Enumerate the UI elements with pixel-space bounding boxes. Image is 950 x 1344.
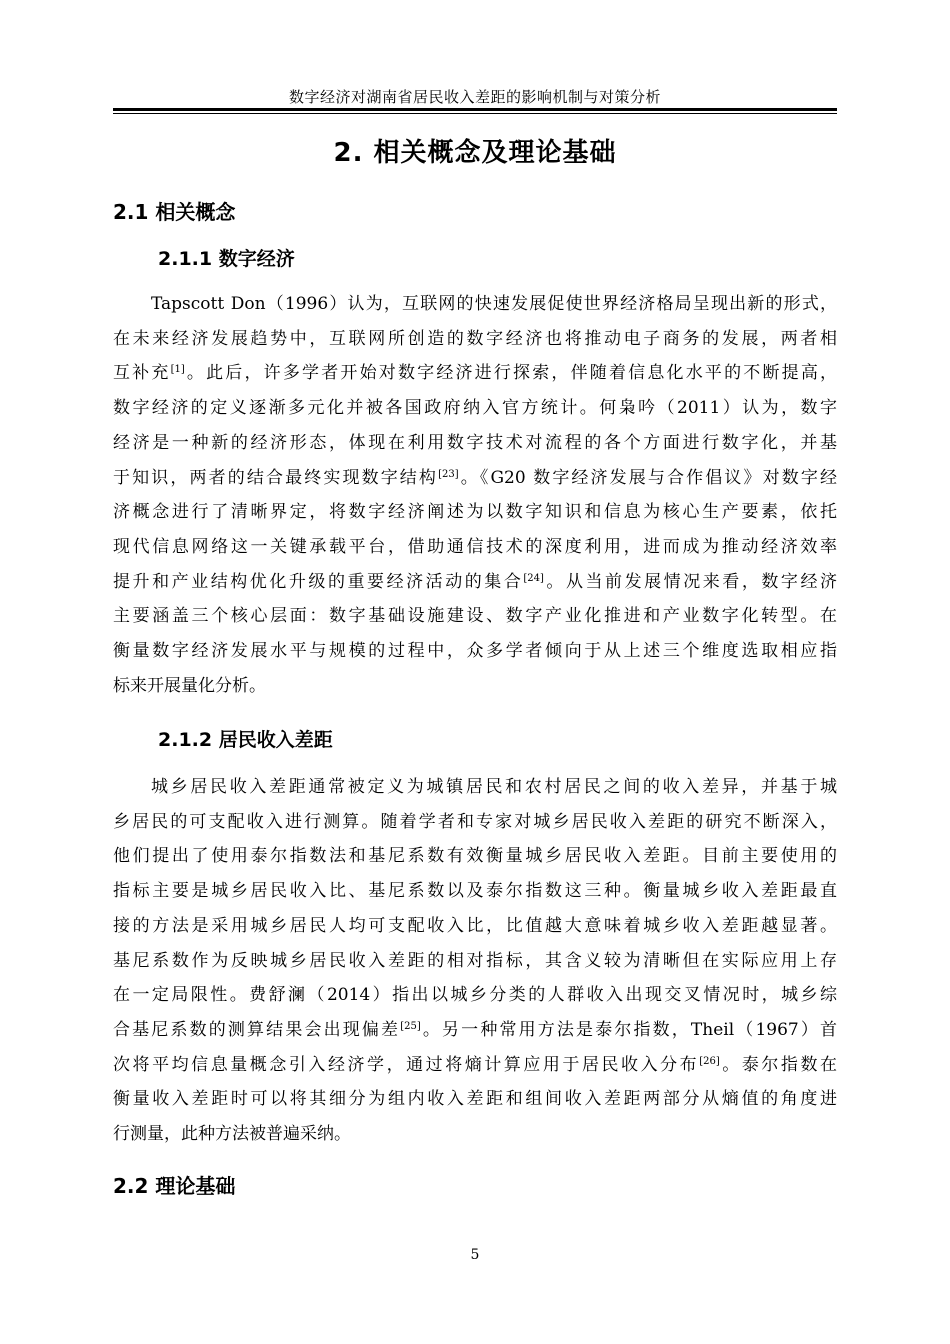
text-line: 在一定局限性。费舒澜（2014）指出以城乡分类的人群收入出现交叉情况时，城乡综 — [113, 985, 837, 1006]
running-header: 数字经济对湖南省居民收入差距的影响机制与对策分析 — [288, 88, 661, 106]
text-line: 数字经济的定义逐渐多元化并被各国政府纳入官方统计。何枭吟（2011）认为，数字 — [113, 398, 837, 419]
text-line: 主要涵盖三个核心层面：数字基础设施建设、数字产业化推进和产业数字化转型。在 — [113, 606, 837, 627]
paragraph-income-gap — [113, 770, 837, 1152]
text-run: 次将平均信息量概念引入经济学，通过将熵计算应用于居民收入分布 — [113, 1054, 700, 1075]
text-run: 。从当前发展情况来看，数字经济 — [543, 571, 838, 592]
citation-ref: [23] — [438, 468, 459, 480]
text-run: 。《G20 数字经济发展与合作倡议》对数字经 — [458, 467, 838, 488]
text-line: 经济是一种新的经济形态，体现在利用数字技术对流程的各个方面进行数字化，并基 — [113, 432, 837, 453]
citation-ref: [25] — [400, 1020, 421, 1032]
chapter-title: 2. 相关概念及理论基础 — [333, 138, 617, 168]
text-run: 提升和产业结构优化升级的重要经济活动的集合 — [113, 571, 524, 592]
text-line: 衡量收入差距时可以将其细分为组内收入差距和组间收入差距两部分从熵值的角度进 — [113, 1089, 837, 1110]
text-run: 。泰尔指数在 — [719, 1054, 838, 1075]
text-line: 他们提出了使用泰尔指数法和基尼系数有效衡量城乡居民收入差距。目前主要使用的 — [113, 846, 837, 867]
text-line: 济概念进行了清晰界定，将数字经济阐述为以数字知识和信息为核心生产要素，依托 — [113, 502, 837, 523]
text-run: 互补充 — [113, 363, 171, 384]
text-run: 。此后，许多学者开始对数字经济进行探索，伴随着信息化水平的不断提高， — [184, 363, 838, 384]
page-number: 5 — [470, 1247, 480, 1263]
section-heading-2-1: 2.1 相关概念 — [113, 200, 236, 224]
text-line — [113, 1013, 837, 1048]
header-rule-thick — [113, 108, 837, 111]
citation-ref: [26] — [699, 1055, 720, 1067]
text-line: 指标主要是城乡居民收入比、基尼系数以及泰尔指数这三种。衡量城乡收入差距最直 — [113, 881, 837, 902]
text-line: 现代信息网络这一关键承载平台，借助通信技术的深度利用，进而成为推动经济效率 — [113, 536, 837, 557]
paragraph-digital-economy — [113, 287, 837, 703]
text-line: 衡量数字经济发展水平与规模的过程中，众多学者倾向于从上述三个维度选取相应指 — [113, 641, 837, 662]
text-line: 接的方法是采用城乡居民人均可支配收入比，比值越大意味着城乡收入差距越显著。 — [113, 915, 837, 936]
text-line — [113, 356, 837, 391]
text-line: 城乡居民收入差距通常被定义为城镇居民和农村居民之间的收入差异，并基于城 — [151, 777, 837, 797]
text-run: 。另一种常用方法是泰尔指数，Theil（1967）首 — [420, 1019, 837, 1040]
citation-ref: [24] — [523, 572, 544, 584]
text-line — [113, 565, 837, 600]
section-heading-2-2: 2.2 理论基础 — [113, 1174, 236, 1198]
text-line: 行测量，此种方法被普遍采纳。 — [113, 1124, 351, 1145]
text-line: 乡居民的可支配收入进行测算。随着学者和专家对城乡居民收入差距的研究不断深入， — [113, 811, 837, 832]
text-run: 合基尼系数的测算结果会出现偏差 — [113, 1019, 401, 1040]
header-rule-thin — [113, 113, 837, 114]
text-line — [113, 1048, 837, 1083]
section-heading-2-1-2: 2.1.2 居民收入差距 — [158, 729, 333, 751]
text-line: 在未来经济发展趋势中，互联网所创造的数字经济也将推动电子商务的发展，两者相 — [113, 328, 837, 349]
text-line — [113, 461, 837, 496]
section-heading-2-1-1: 2.1.1 数字经济 — [158, 248, 295, 270]
text-run: 于知识，两者的结合最终实现数字结构 — [113, 467, 439, 488]
text-line: Tapscott Don（1996）认为，互联网的快速发展促使世界经济格局呈现出新的形式， — [151, 294, 837, 314]
citation-ref: [1] — [170, 364, 185, 376]
text-line: 标来开展量化分析。 — [113, 675, 266, 696]
text-line: 基尼系数作为反映城乡居民收入差距的相对指标，其含义较为清晰但在实际应用上存 — [113, 950, 837, 971]
